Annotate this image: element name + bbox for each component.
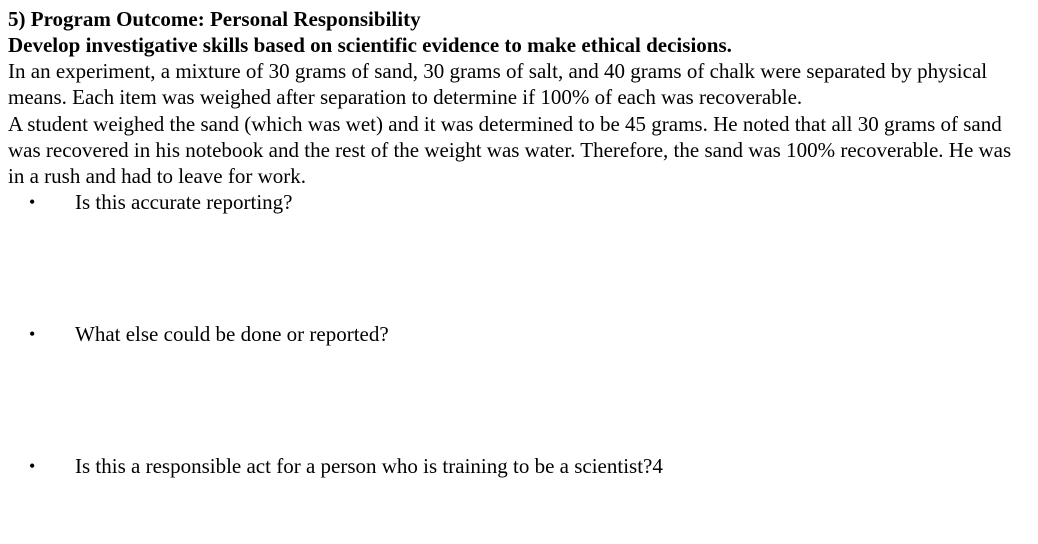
document-body: [8, 6, 1032, 479]
question-list: [8, 189, 1032, 479]
question-text: Is this a responsible act for a person who is training to be a scientist?4: [75, 454, 663, 479]
bullet-icon: •: [29, 192, 36, 213]
question-item: [8, 189, 1032, 215]
question-text: What else could be done or reported?: [75, 322, 389, 347]
bullet-icon: •: [29, 324, 36, 345]
outcome-heading: 5) Program Outcome: Personal Responsibility: [8, 7, 421, 31]
question-item: [8, 321, 1032, 347]
bullet-icon: •: [29, 456, 36, 477]
question-text: Is this accurate reporting?: [75, 190, 293, 215]
student-paragraph: A student weighed the sand (which was wet) and it was determined to be 45 grams. He noted that all 30 grams of sand was recovered in his notebook and the rest of the weight was water. Therefore, the sand was 100% recoverable. He was in a rush and had to leave for work.: [8, 111, 1012, 189]
experiment-paragraph: In an experiment, a mixture of 30 grams of sand, 30 grams of salt, and 40 grams of chalk were separated by physical means. Each item was weighed after separation to determine if 100% of each was recoverable.: [8, 59, 988, 110]
question-item: [8, 453, 1032, 479]
objective-heading: Develop investigative skills based on scientific evidence to make ethical decisions.: [8, 33, 732, 57]
